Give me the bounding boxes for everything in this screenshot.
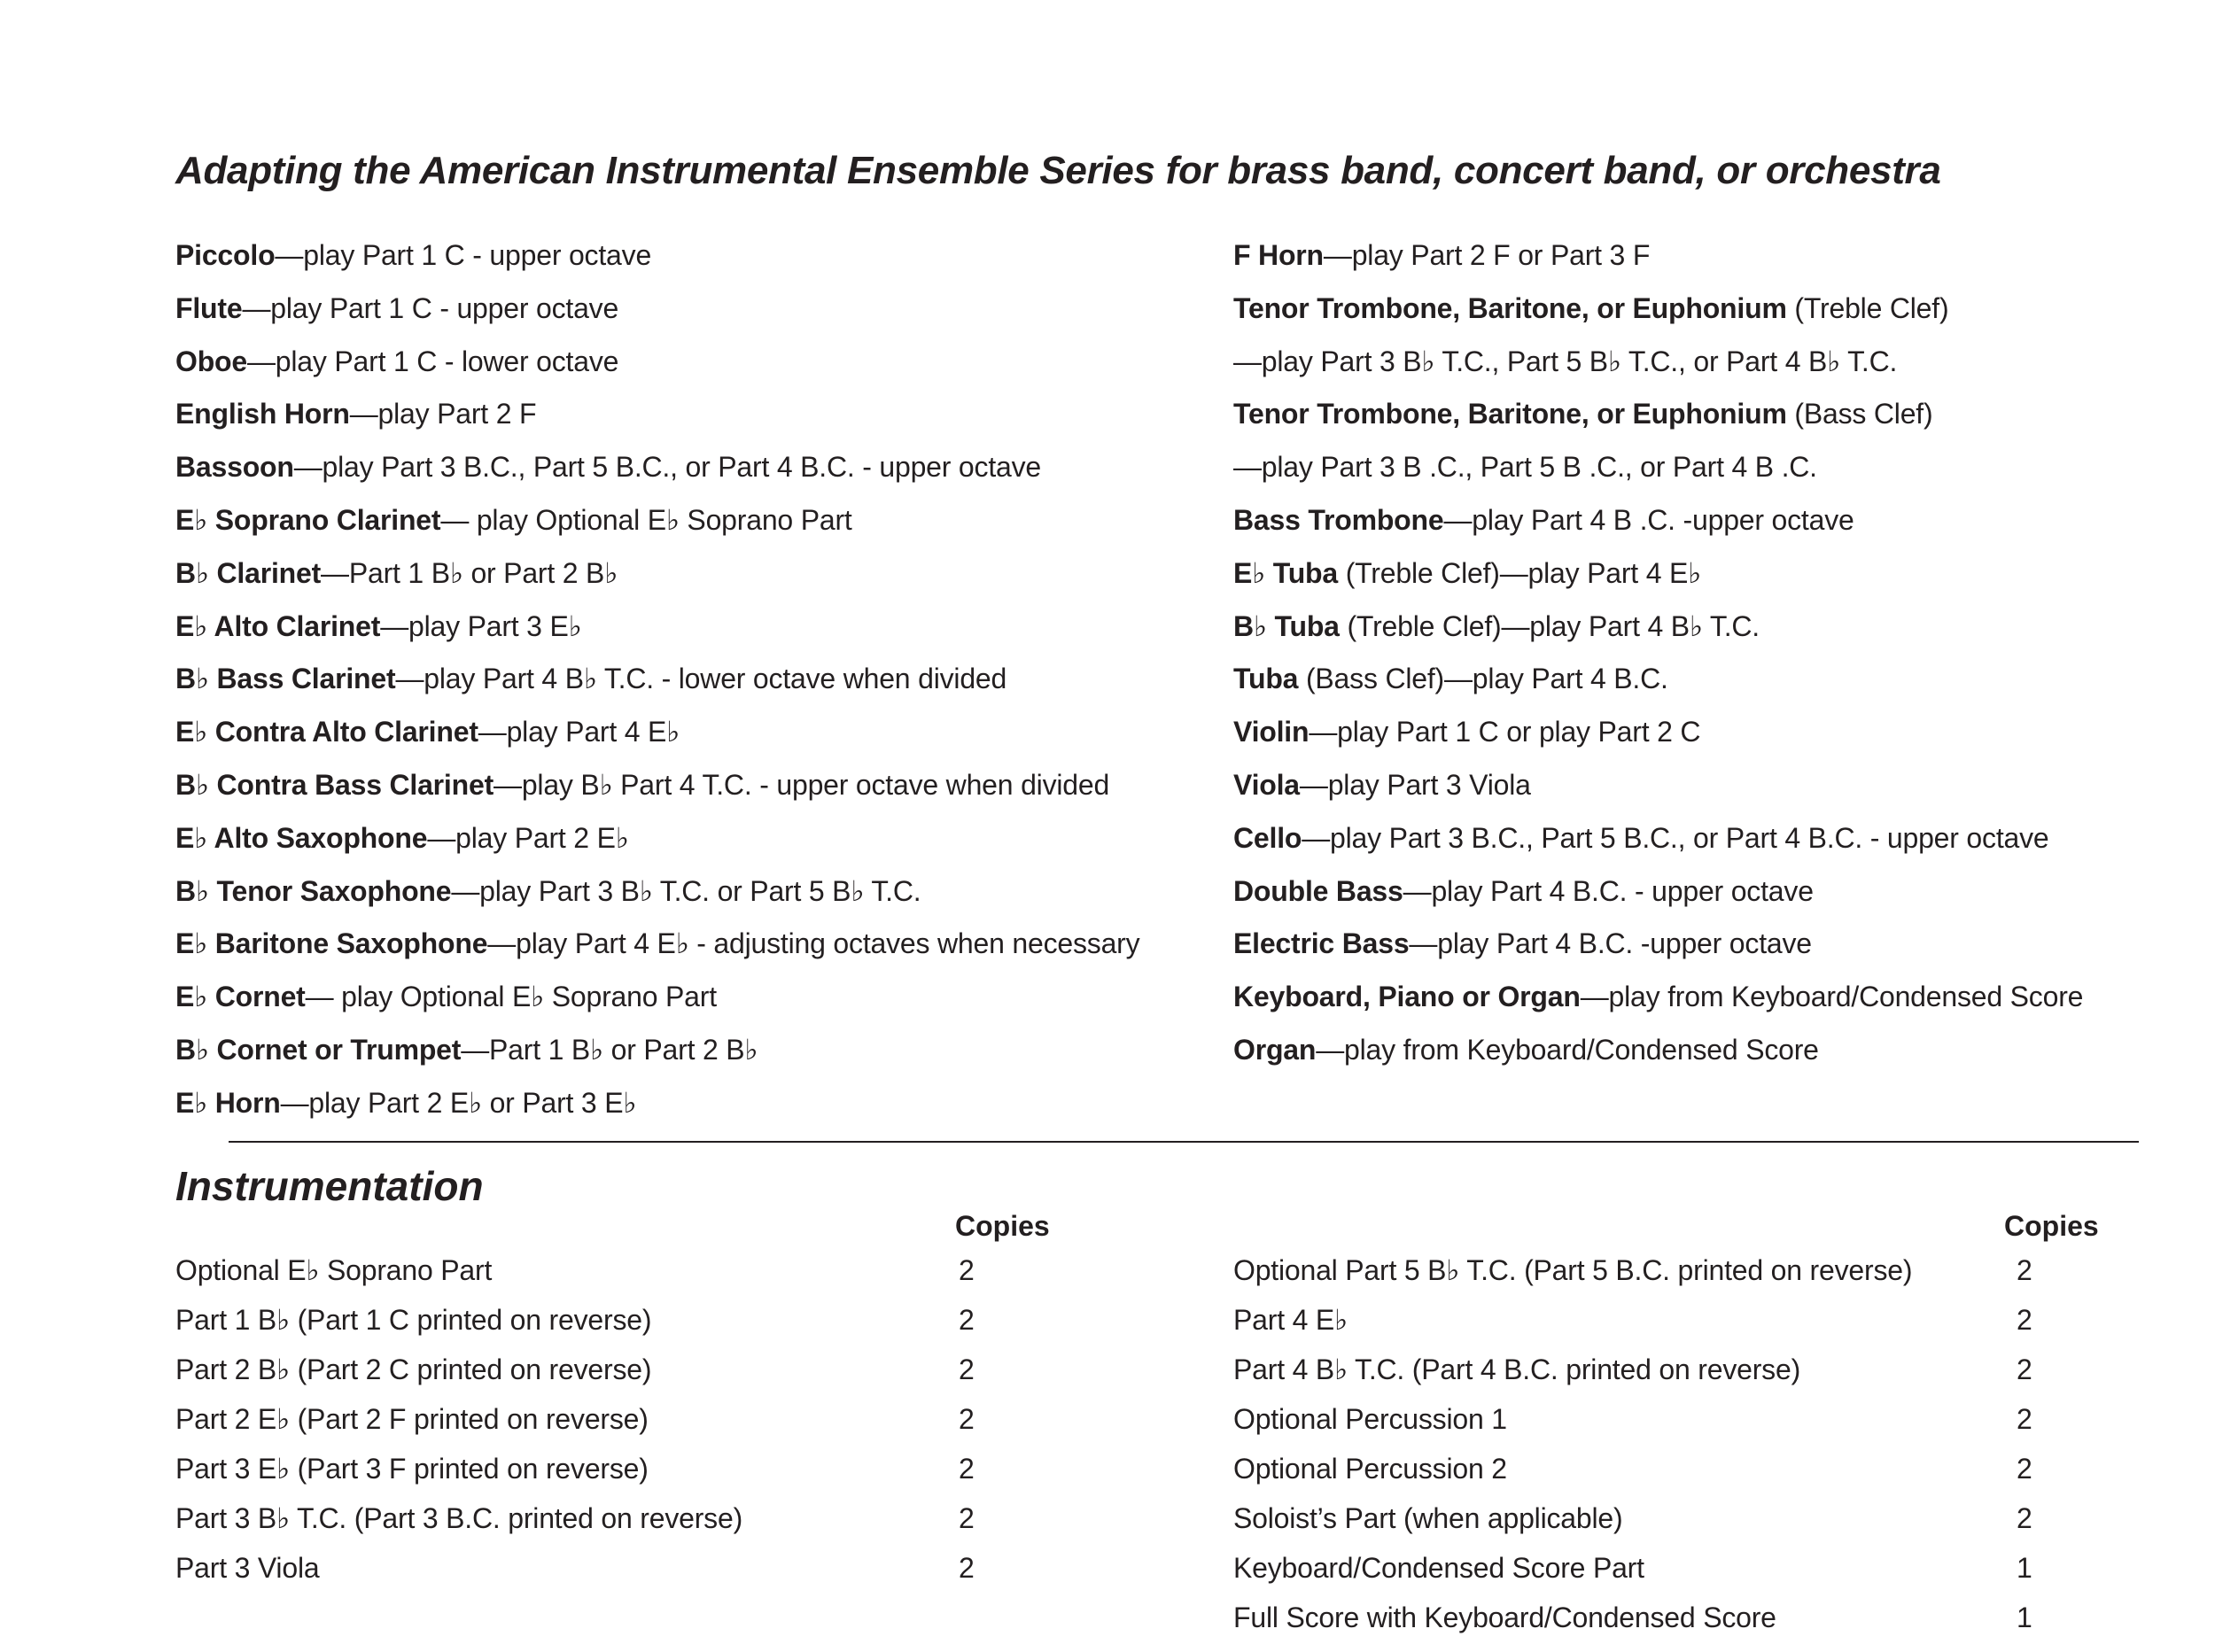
instrument-name: Viola — [1233, 769, 1300, 801]
part-name: Part 3 B♭ T.C. (Part 3 B.C. printed on reverse) — [175, 1502, 743, 1534]
instrument-name: B♭ Clarinet — [175, 556, 322, 589]
instrument-adaptation-line — [175, 661, 1006, 696]
instrument-adaptation-line — [1233, 1032, 1819, 1067]
instrument-name: English Horn — [175, 398, 350, 430]
section-divider — [229, 1141, 2139, 1143]
instrument-instruction: (Bass Clef) — [1786, 398, 1933, 430]
instrument-name: E♭ Alto Clarinet — [175, 609, 381, 642]
instrument-name: E♭ Alto Saxophone — [175, 821, 428, 854]
instrument-instruction: —play Part 1 C or play Part 2 C — [1309, 716, 1701, 748]
instrument-adaptation-line — [1233, 291, 1948, 326]
copies-count: 2 — [2017, 1453, 2032, 1485]
instrument-instruction: —play Part 4 B.C. -upper octave — [1409, 927, 1812, 960]
instrument-adaptation-line — [1233, 344, 1897, 379]
instrument-name: F Horn — [1233, 239, 1324, 271]
part-name: Part 3 E♭ (Part 3 F printed on reverse) — [175, 1453, 649, 1485]
instrument-instruction: —play Part 2 E♭ — [427, 821, 629, 854]
instrument-adaptation-line — [175, 1032, 758, 1067]
instrument-adaptation-line — [1233, 820, 2049, 856]
instrument-name: E♭ Contra Alto Clarinet — [175, 716, 478, 748]
instrument-instruction: —play Part 3 B.C., Part 5 B.C., or Part 4 B.C. - upper octave — [1302, 821, 2049, 854]
instrument-instruction: —play Part 2 E♭ or Part 3 E♭ — [280, 1086, 637, 1119]
instrument-instruction: —Part 1 B♭ or Part 2 B♭ — [461, 1034, 758, 1066]
copies-count: 2 — [959, 1304, 975, 1336]
instrument-name: B♭ Contra Bass Clarinet — [175, 769, 494, 801]
instrument-instruction: —play Part 1 C - upper octave — [242, 291, 619, 324]
instrument-adaptation-line — [175, 344, 618, 379]
copies-header-right: Copies — [2004, 1210, 2099, 1242]
instrument-name: Flute — [175, 291, 243, 324]
copies-count: 2 — [959, 1552, 975, 1584]
part-name: Full Score with Keyboard/Condensed Score — [1233, 1602, 1776, 1633]
instrument-adaptation-line — [175, 502, 852, 538]
instrument-adaptation-line — [1233, 979, 2083, 1014]
instrument-instruction: —play Part 2 F or Part 3 F — [1323, 239, 1651, 271]
instrument-adaptation-line — [175, 449, 1041, 485]
instrument-instruction: (Bass Clef)—play Part 4 B.C. — [1298, 663, 1668, 695]
instrument-instruction: —play Part 3 B .C., Part 5 B .C., or Part 4 B .C. — [1233, 451, 1817, 484]
instrument-instruction: —play Part 3 B♭ T.C. or Part 5 B♭ T.C. — [451, 874, 921, 907]
instrument-instruction: —play Part 4 E♭ — [478, 716, 680, 748]
instrument-adaptation-line — [1233, 555, 1701, 591]
instrument-instruction: —play Part 3 E♭ — [380, 609, 582, 642]
instrument-name: Organ — [1233, 1034, 1317, 1066]
instrument-instruction: —play Part 3 B♭ T.C., Part 5 B♭ T.C., or Part 4 B♭ T.C. — [1233, 345, 1898, 377]
instrument-adaptation-line — [175, 1085, 636, 1121]
instrument-name: B♭ Tenor Saxophone — [175, 874, 452, 907]
instrument-instruction: —play Part 4 B♭ T.C. - lower octave when divided — [395, 663, 1007, 695]
instrument-adaptation-line — [1233, 661, 1668, 696]
instrument-instruction: —play from Keyboard/Condensed Score — [1316, 1034, 1819, 1066]
page-title: Adapting the American Instrumental Ensemble Series for brass band, concert band, or orchestra — [175, 149, 1941, 192]
instrument-name: E♭ Cornet — [175, 981, 306, 1013]
instrument-name: E♭ Tuba — [1233, 556, 1338, 589]
instrument-instruction: (Treble Clef)—play Part 4 B♭ T.C. — [1339, 609, 1760, 642]
copies-count: 2 — [2017, 1304, 2032, 1336]
instrument-instruction: —play Part 4 B.C. - upper octave — [1403, 874, 1814, 907]
instrument-adaptation-line — [175, 237, 651, 273]
part-name: Part 2 E♭ (Part 2 F printed on reverse) — [175, 1403, 649, 1435]
part-name: Keyboard/Condensed Score Part — [1233, 1552, 1644, 1584]
instrument-name: Tenor Trombone, Baritone, or Euphonium — [1233, 291, 1787, 324]
instrument-name: E♭ Baritone Saxophone — [175, 927, 488, 960]
copies-count: 2 — [959, 1403, 975, 1435]
instrument-adaptation-line — [1233, 873, 1814, 909]
instrument-instruction: (Treble Clef)—play Part 4 E♭ — [1338, 556, 1702, 589]
instrumentation-title: Instrumentation — [175, 1163, 484, 1209]
instrument-adaptation-line — [1233, 396, 1932, 431]
instrument-instruction: —play Part 4 B .C. -upper octave — [1443, 504, 1854, 536]
instrument-instruction: —play Part 1 C - lower octave — [246, 345, 619, 377]
part-name: Optional Percussion 1 — [1233, 1403, 1507, 1435]
instrument-name: B♭ Cornet or Trumpet — [175, 1034, 462, 1066]
instrument-name: Tenor Trombone, Baritone, or Euphonium — [1233, 398, 1787, 430]
part-name: Part 1 B♭ (Part 1 C printed on reverse) — [175, 1304, 652, 1336]
instrument-adaptation-line — [175, 820, 629, 856]
part-name: Part 3 Viola — [175, 1552, 320, 1584]
instrument-instruction: —play Part 3 Viola — [1299, 769, 1531, 801]
instrument-adaptation-line — [175, 291, 618, 326]
instrument-adaptation-line — [175, 979, 717, 1014]
copies-count: 2 — [2017, 1403, 2032, 1435]
instrument-name: B♭ Bass Clarinet — [175, 663, 396, 695]
instrument-name: E♭ Horn — [175, 1086, 281, 1119]
instrument-adaptation-line — [1233, 237, 1650, 273]
instrument-name: Tuba — [1233, 663, 1299, 695]
part-name: Optional E♭ Soprano Part — [175, 1254, 493, 1286]
instrument-instruction: —play Part 3 B.C., Part 5 B.C., or Part 4 B.C. - upper octave — [293, 451, 1042, 484]
instrument-name: Electric Bass — [1233, 927, 1410, 960]
instrument-adaptation-line — [1233, 449, 1817, 485]
copies-count: 2 — [959, 1502, 975, 1534]
part-name: Soloist’s Part (when applicable) — [1233, 1502, 1623, 1534]
instrument-name: E♭ Soprano Clarinet — [175, 504, 441, 536]
copies-count: 2 — [959, 1254, 975, 1286]
instrument-name: Piccolo — [175, 239, 276, 271]
copies-count: 1 — [2017, 1552, 2032, 1584]
instrument-instruction: —play Part 2 F — [349, 398, 537, 430]
part-name: Part 4 E♭ — [1233, 1304, 1348, 1336]
instrument-adaptation-line — [1233, 714, 1700, 749]
part-name: Optional Percussion 2 — [1233, 1453, 1507, 1485]
instrument-adaptation-line — [175, 396, 536, 431]
instrument-name: Keyboard, Piano or Organ — [1233, 981, 1581, 1013]
instrument-name: Double Bass — [1233, 874, 1403, 907]
instrument-adaptation-line — [175, 926, 1139, 961]
instrument-instruction: —play Part 1 C - upper octave — [275, 239, 652, 271]
instrument-instruction: —play Part 4 E♭ - adjusting octaves when necessary — [487, 927, 1140, 960]
copies-count: 2 — [2017, 1502, 2032, 1534]
instrument-adaptation-line — [175, 767, 1109, 803]
instrument-adaptation-line — [1233, 767, 1531, 803]
part-name: Optional Part 5 B♭ T.C. (Part 5 B.C. printed on reverse) — [1233, 1254, 1913, 1286]
instrument-name: Violin — [1233, 716, 1310, 748]
instrument-adaptation-line — [175, 714, 680, 749]
instrument-name: Bassoon — [175, 451, 294, 484]
instrument-adaptation-line — [175, 873, 921, 909]
instrument-instruction: (Treble Clef) — [1786, 291, 1949, 324]
instrument-name: Oboe — [175, 345, 247, 377]
instrument-name: Cello — [1233, 821, 1302, 854]
copies-count: 2 — [2017, 1254, 2032, 1286]
instrument-adaptation-line — [1233, 609, 1760, 644]
copies-count: 2 — [959, 1453, 975, 1485]
copies-count: 2 — [959, 1353, 975, 1385]
instrument-instruction: —Part 1 B♭ or Part 2 B♭ — [321, 556, 618, 589]
instrument-adaptation-line — [1233, 502, 1854, 538]
instrument-name: Bass Trombone — [1233, 504, 1444, 536]
copies-header-left: Copies — [955, 1210, 1050, 1242]
instrument-adaptation-line — [1233, 926, 1812, 961]
part-name: Part 4 B♭ T.C. (Part 4 B.C. printed on reverse) — [1233, 1353, 1801, 1385]
instrument-adaptation-line — [175, 609, 582, 644]
instrument-adaptation-line — [175, 555, 618, 591]
instrument-instruction: — play Optional E♭ Soprano Part — [305, 981, 717, 1013]
instrument-instruction: — play Optional E♭ Soprano Part — [440, 504, 852, 536]
copies-count: 2 — [2017, 1353, 2032, 1385]
instrument-name: B♭ Tuba — [1233, 609, 1340, 642]
instrument-instruction: —play B♭ Part 4 T.C. - upper octave when divided — [494, 769, 1110, 801]
part-name: Part 2 B♭ (Part 2 C printed on reverse) — [175, 1353, 652, 1385]
copies-count: 1 — [2017, 1602, 2032, 1633]
instrument-instruction: —play from Keyboard/Condensed Score — [1580, 981, 2084, 1013]
